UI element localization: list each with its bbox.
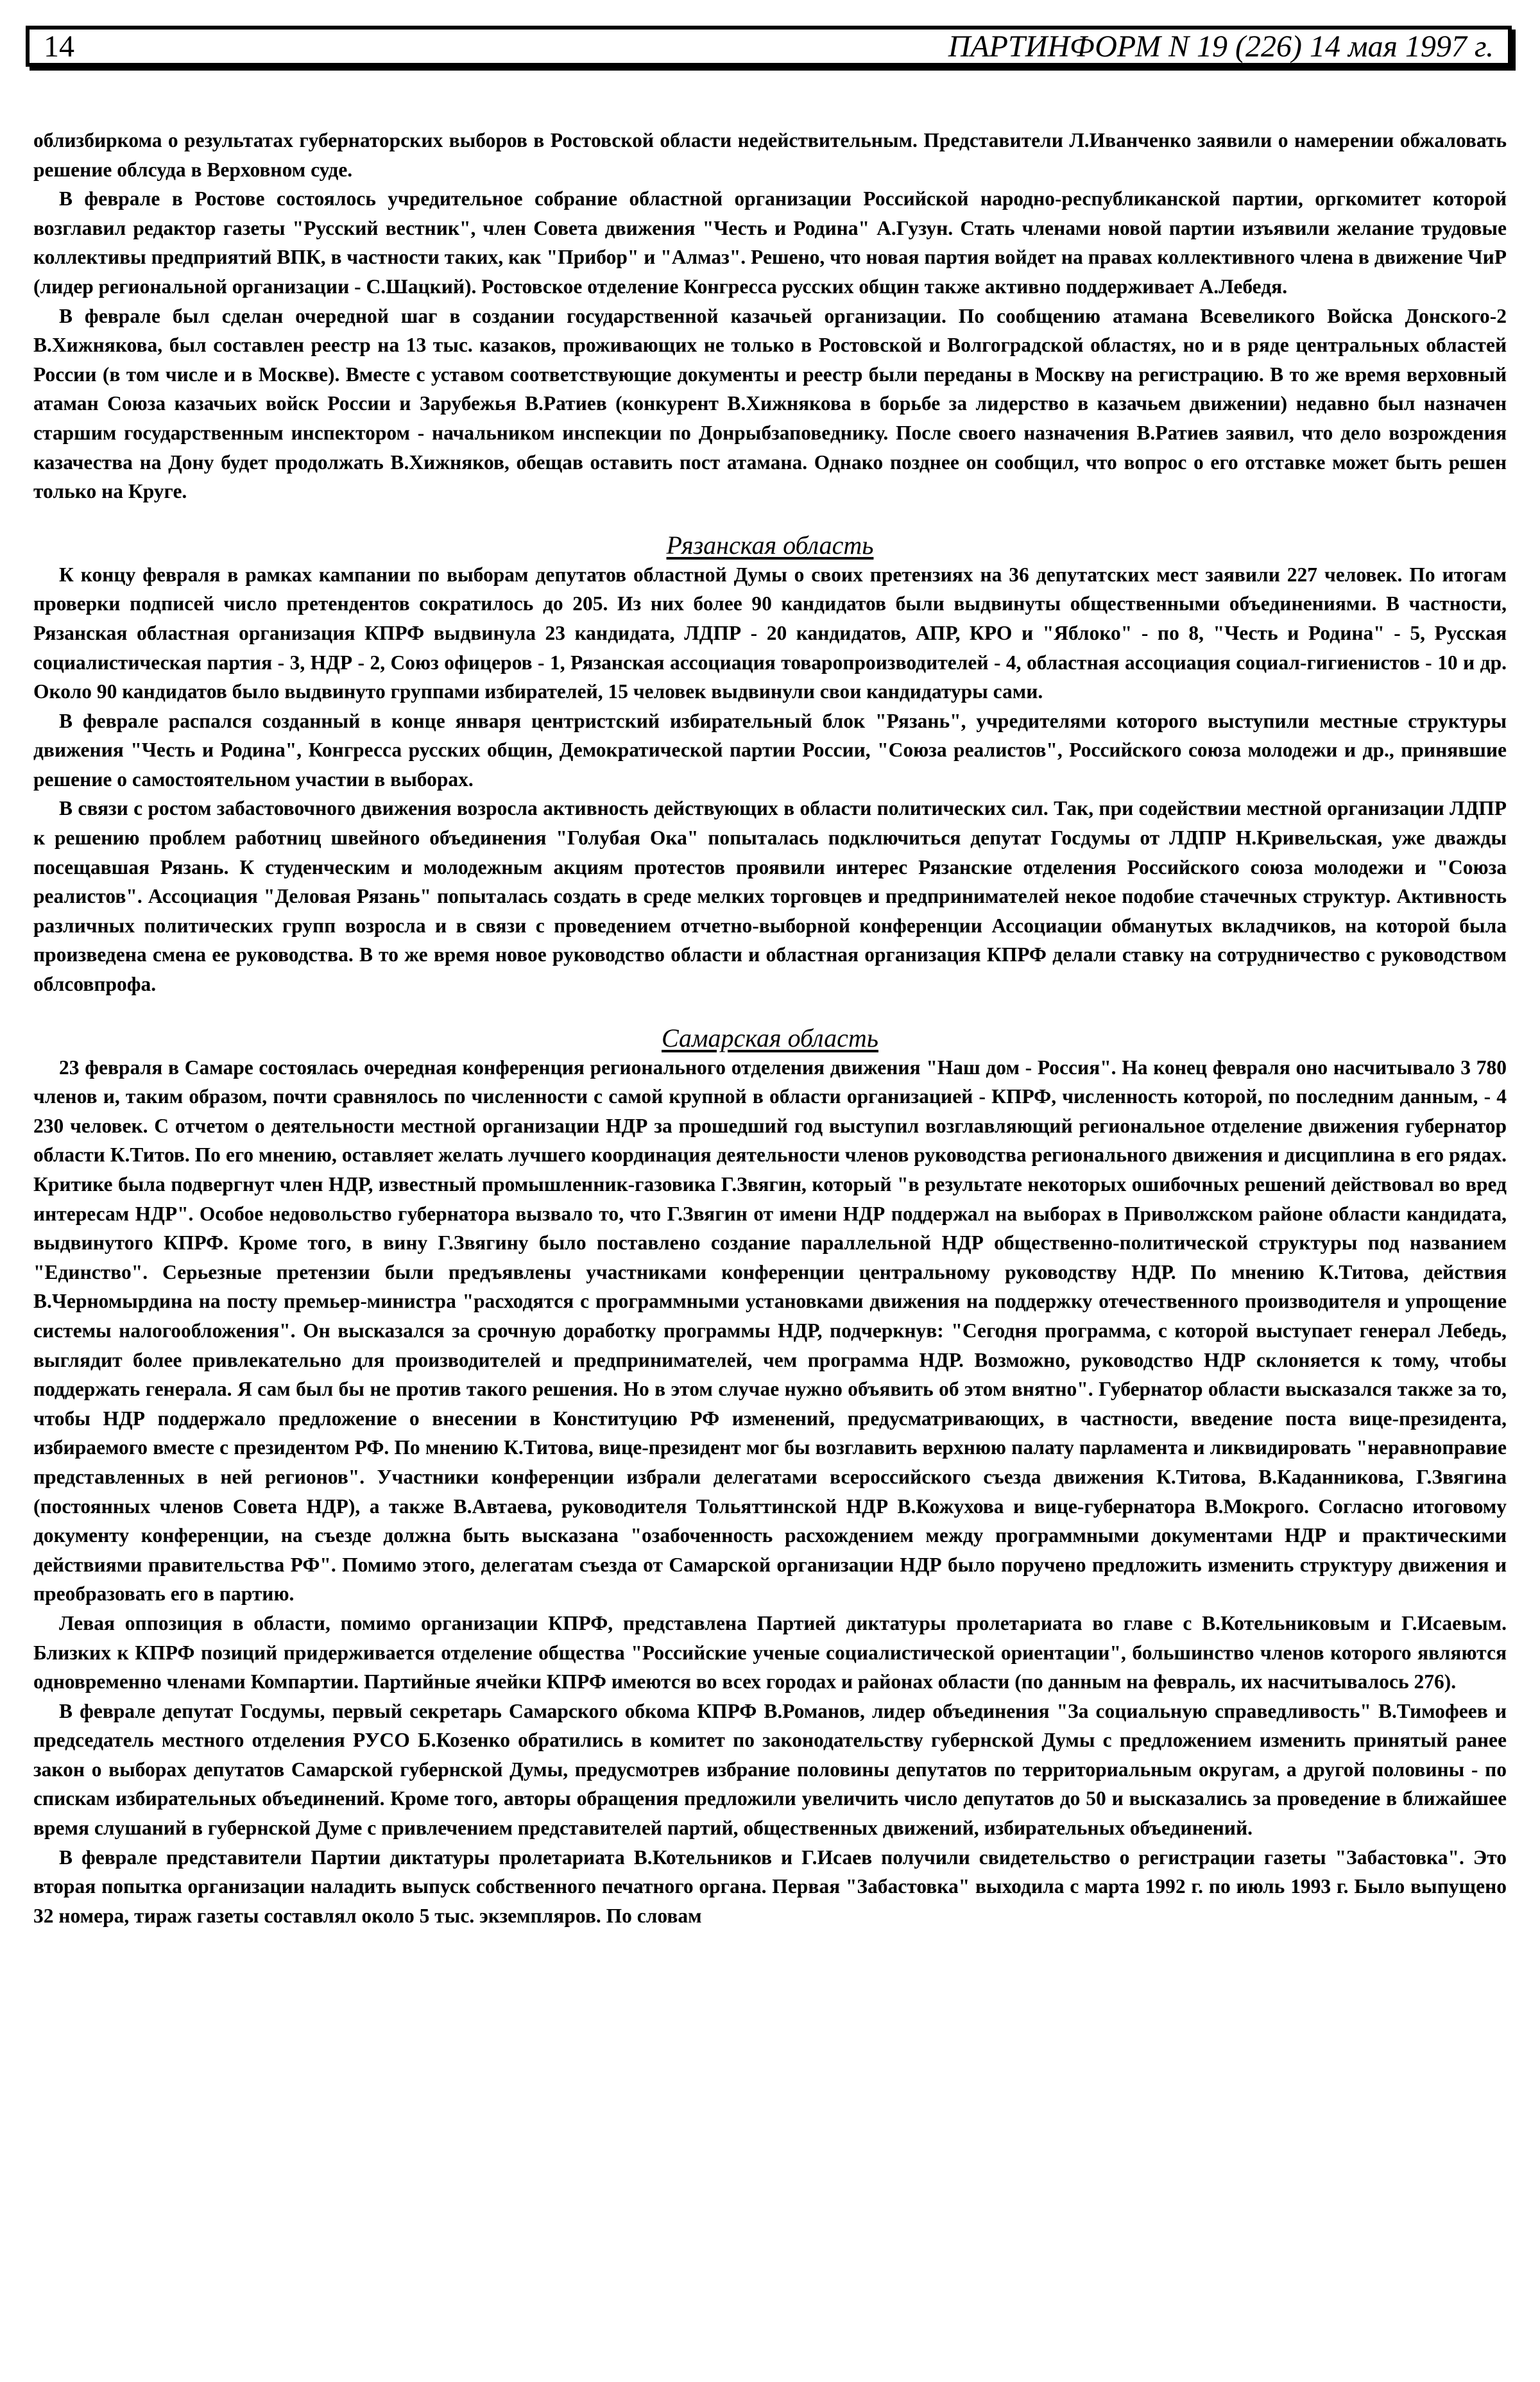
paragraph: В феврале был сделан очередной шаг в создании государственной казачьей организации. По сообщению атамана Всевеликого Войска Донского-2 В.Хижнякова, был составлен реестр на 13 тыс. казаков, проживающих не только в Ростовской и Волгоградской областях, но и в ряде центральных областей России (в том числе и в Москве). Вместе с уставом соответствующие документы и реестр были переданы в Москву на регистрацию. В то же время верховный атаман Союза казачьих войск России и Зарубежья В.Ратиев (конкурент В.Хижнякова в борьбе за лидерство в казачьем движении) недавно был назначен старшим государственным инспектором - начальником инспекции по Донрыбзаповеднику. После своего назначения В.Ратиев заявил, что дело возрождения казачества на Дону будет продолжать В.Хижняков, обещав оставить пост атамана. Однако позднее он сообщил, что вопрос о его отставке может быть решен только на Круге. xyxy=(33,304,1507,503)
paragraph: В феврале в Ростове состоялось учредительное собрание областной организации Российской народно-республиканской партии, оргкомитет которой возглавил редактор газеты "Русский вестник", член Совета движения "Честь и Родина" А.Гузун. Стать членами новой партии изъявили желание трудовые коллективы предприятий ВПК, в частности таких, как "Прибор" и "Алмаз". Решено, что новая партия войдет на правах коллективного члена в движение ЧиР (лидер региональной организации - С.Шацкий). Ростовское отделение Конгресса русских общин также активно поддерживает А.Лебедя. xyxy=(33,187,1507,298)
article-body xyxy=(33,126,1507,1930)
paragraph: 23 февраля в Самаре состоялась очередная конференция регионального отделения движения "Наш дом - Россия". На конец февраля оно насчитывало 3 780 членов и, таким образом, почти сравнялось по численности с самой крупной в области организацией - КПРФ, численность которой, по последним данным, - 4 230 человек. С отчетом о деятельности местной организации НДР за прошедший год выступил возглавляющий региональное отделение движения губернатор области К.Титов. По его мнению, оставляет желать лучшего координация деятельности членов руководства регионального движения и дисциплина в его рядах. Критике была подвергнут член НДР, известный промышленник-газовика Г.Звягин, который "в результате некоторых ошибочных решений действовал во вред интересам НДР". Особое недовольство губернатора вызвало то, что Г.Звягин от имени НДР поддержал на выборах в Приволжском районе области кандидата, выдвинутого КПРФ. Кроме того, в вину Г.Звягину было поставлено создание параллельной НДР общественно-политической структуры под названием "Единство". Серьезные претензии были предъявлены участниками конференции центральному руководству НДР. По мнению К.Титова, действия В.Черномырдина на посту премьер-министра "расходятся с программными установками движения на поддержку отечественного производителя и упрощение системы налогообложения". Он высказался за срочную доработку программы НДР, подчеркнув: "Сегодня программа, с которой выступает генерал Лебедь, выглядит более привлекательно для производителей и предпринимателей, чем программа НДР. Возможно, руководство НДР склоняется к тому, чтобы поддержать генерала. Я сам был бы не против такого решения. Но в этом случае нужно объявить об этом внятно". Губернатор области высказался также за то, чтобы НДР поддержало предложение о внесении в Конституцию РФ изменений, предусматривающих, в частности, введение поста вице-президента, избираемого вместе с президентом РФ. По мнению К.Титова, вице-президент мог бы возглавить верхнюю палату парламента и ликвидировать "неравноправие представленных в ней регионов". Участники конференции избрали делегатами всероссийского съезда движения К.Титова, В.Каданникова, Г.Звягина (постоянных членов Совета НДР), а также В.Автаева, руководителя Тольяттинской НДР В.Кожухова и вице-губернатора В.Мокрого. Согласно итоговому документу конференции, на съезде должна быть высказана "озабоченность расхождением между программными документами НДР и практическими действиями правительства РФ". Помимо этого, делегатам съезда от Самарской организации НДР было поручено предложить изменить структуру движения и преобразовать его в партию. xyxy=(33,1056,1507,1606)
paragraph: В феврале распался созданный в конце января центристский избирательный блок "Рязань", учредителями которого выступили местные структуры движения "Честь и Родина", Конгресса русских общин, Демократической партии России, "Союза реалистов", Российского союза молодежи и др., принявшие решение о самостоятельном участии в выборах. xyxy=(33,709,1507,791)
paragraph: облизбиркома о результатах губернаторских выборов в Ростовской области недействительным. Представители Л.Иванченко заявили о намерении обжаловать решение облсуда в Верховном суде. xyxy=(33,129,1507,181)
paragraph: В связи с ростом забастовочного движения возросла активность действующих в области политических сил. Так, при содействии местной организации ЛДПР к решению проблем работниц швейного объединения "Голубая Ока" попыталась подключиться депутат Госдумы от ЛДПР Н.Кривельская, уже дважды посещавшая Рязань. К студенческим и молодежным акциям протестов проявили интерес Рязанские отделения Российского союза молодежи и "Союза реалистов". Ассоциация "Деловая Рязань" попыталась создать в среде мелких торговцев и предпринимателей некое подобие стачечных структур. Активность различных политических групп возросла и в связи с проведением отчетно-выборной конференции Ассоциации обманутых вкладчиков, на которой была произведена смена ее руководства. В то же время новое руководство области и областная организация КПРФ делали ставку на сотрудничество с руководством облсовпрофа. xyxy=(33,797,1507,996)
publication-title: ПАРТИНФОРМ N 19 (226) 14 мая 1997 г. xyxy=(948,29,1494,64)
paragraph: Левая оппозиция в области, помимо организации КПРФ, представлена Партией диктатуры пролетариата во главе с В.Котельниковым и Г.Исаевым. Близких к КПРФ позиций придерживается отделение общества "Российские ученые социалистической ориентации", большинство членов которого являются одновременно членами Компартии. Партийные ячейки КПРФ имеются во всех городах и районах области (по данным на февраль, их насчитывалось 276). xyxy=(33,1611,1507,1693)
paragraph: В феврале депутат Госдумы, первый секретарь Самарского обкома КПРФ В.Романов, лидер объединения "За социальную справедливость" В.Тимофеев и председатель местного отделения РУСО Б.Козенко обратились в комитет по законодательству губернской Думы с предложением изменить принятый ранее закон о выборах депутатов Самарской губернской Думы, предусмотрев избрание половины депутатов по территориальным округам, а другой половины - по спискам избирательных объединений. Кроме того, авторы обращения предложили увеличить число депутатов до 50 и высказались за проведение в ближайшее время слушаний в губернской Думе с привлечением представителей партий, общественных движений, избирательных объединений. xyxy=(33,1699,1507,1840)
paragraph: К концу февраля в рамках кампании по выборам депутатов областной Думы о своих претензиях на 36 депутатских мест заявили 227 человек. По итогам проверки подписей число претендентов сократилось до 205. Из них более 90 кандидатов были выдвинуты общественными объединениями. В частности, Рязанская областная организация КПРФ выдвинула 23 кандидата, ЛДПР - 20 кандидатов, АПР, КРО и "Яблоко" - по 8, "Честь и Родина" - 5, Русская социалистическая партия - 3, НДР - 2, Союз офицеров - 1, Рязанская ассоциация товаропроизводителей - 4, областная ассоциация социал-гигиенистов - 10 и др. Около 90 кандидатов было выдвинуто группами избирателей, 15 человек выдвинули свои кандидатуры сами. xyxy=(33,563,1507,703)
section-title-samara: Самарская область xyxy=(662,1023,878,1052)
page-number: 14 xyxy=(44,29,74,64)
section-title-ryazan: Рязанская область xyxy=(666,530,874,560)
paragraph: В феврале представители Партии диктатуры пролетариата В.Котельников и Г.Исаев получили свидетельство о регистрации газеты "Забастовка". Это вторая попытка организации наладить выпуск собственного печатного органа. Первая "Забастовка" выходила с марта 1992 г. по июль 1993 г. Было выпущено 32 номера, тираж газеты составлял около 5 тыс. экземпляров. По словам xyxy=(33,1846,1507,1927)
page-header xyxy=(26,26,1512,67)
